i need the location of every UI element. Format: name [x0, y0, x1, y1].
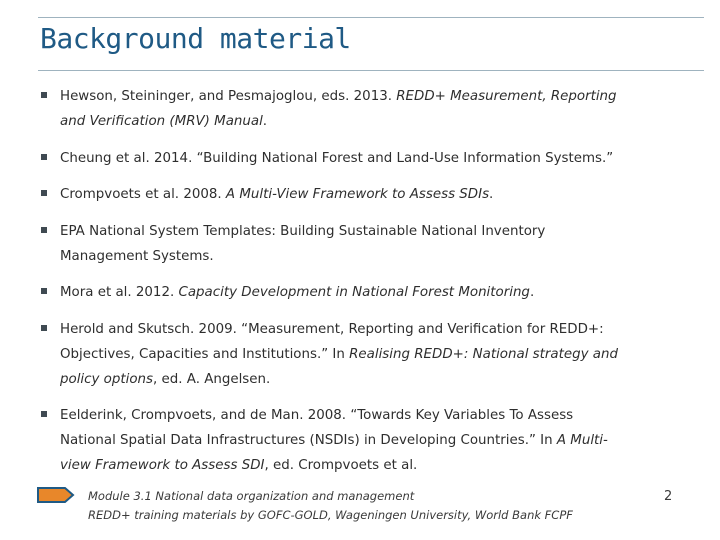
reference-segment: , ed. Crompvoets et al. — [264, 458, 418, 473]
reference-text — [60, 280, 680, 305]
reference-segment: . — [489, 187, 494, 202]
footer-credits: REDD+ training materials by GOFC-GOLD, Wageningen University, World Bank FCPF — [88, 508, 573, 522]
footer-module: Module 3.1 National data organization and management — [88, 489, 415, 503]
reference-italic-title: REDD+ Measurement, Reporting and Verification (MRV) Manual — [60, 89, 617, 129]
reference-segment: Cheung et al. 2014. “Building National Forest and Land-Use Information Systems.” — [60, 150, 614, 166]
reference-italic-title: A Multi-View Framework to Assess SDIs — [225, 187, 490, 202]
reference-segment: . — [262, 114, 268, 129]
reference-segment: Eelderink, Crompvoets, and de Man. 2008. “Towards Key Variables To Assess National Spatial Data Infrastructures (NSDIs) in Developing Countries.” In — [60, 408, 574, 448]
reference-segment: EPA National System Templates: Building Sustainable National Inventory Management Systems. — [60, 223, 546, 264]
reference-text — [60, 182, 680, 207]
bullet-icon — [41, 411, 47, 417]
list-item — [40, 146, 680, 171]
bullet-icon — [41, 288, 47, 294]
list-item — [40, 84, 680, 134]
list-item — [40, 317, 680, 392]
bullet-icon — [41, 190, 47, 196]
reference-segment: , ed. A. Angelsen. — [153, 371, 271, 387]
reference-segment: Herold and Skutsch. 2009. “Measurement, Reporting and Verification for REDD+: Objectives, Capacities and Institutions.” In — [60, 321, 604, 362]
reference-italic-title: Realising REDD+: National strategy and policy options — [60, 346, 618, 387]
bullet-icon — [41, 154, 47, 160]
reference-segment: . — [529, 285, 535, 300]
reference-segment: Hewson, Steininger, and Pesmajoglou, eds. 2013. — [60, 89, 397, 104]
reference-italic-title: Capacity Development in National Forest Monitoring — [178, 285, 530, 300]
title-top-rule — [38, 17, 704, 18]
footer-text — [88, 487, 573, 525]
reference-text — [60, 317, 680, 392]
page-title: Background material — [40, 22, 351, 55]
list-item — [40, 280, 680, 305]
list-item — [40, 403, 680, 478]
reference-segment: Mora et al. 2012. — [60, 285, 179, 300]
arrow-logo-icon — [36, 485, 76, 505]
title-bottom-rule — [38, 70, 704, 71]
reference-text — [60, 84, 680, 134]
list-item — [40, 219, 680, 269]
page-number: 2 — [664, 489, 673, 504]
reference-segment: Crompvoets et al. 2008. — [60, 187, 226, 202]
reference-list — [40, 84, 680, 490]
bullet-icon — [41, 325, 47, 331]
reference-text — [60, 146, 680, 171]
bullet-icon — [41, 92, 47, 98]
reference-italic-title: A Multi- view Framework to Assess SDI — [60, 433, 608, 473]
bullet-icon — [41, 227, 47, 233]
list-item — [40, 182, 680, 207]
reference-text — [60, 219, 680, 269]
reference-text — [60, 403, 680, 478]
